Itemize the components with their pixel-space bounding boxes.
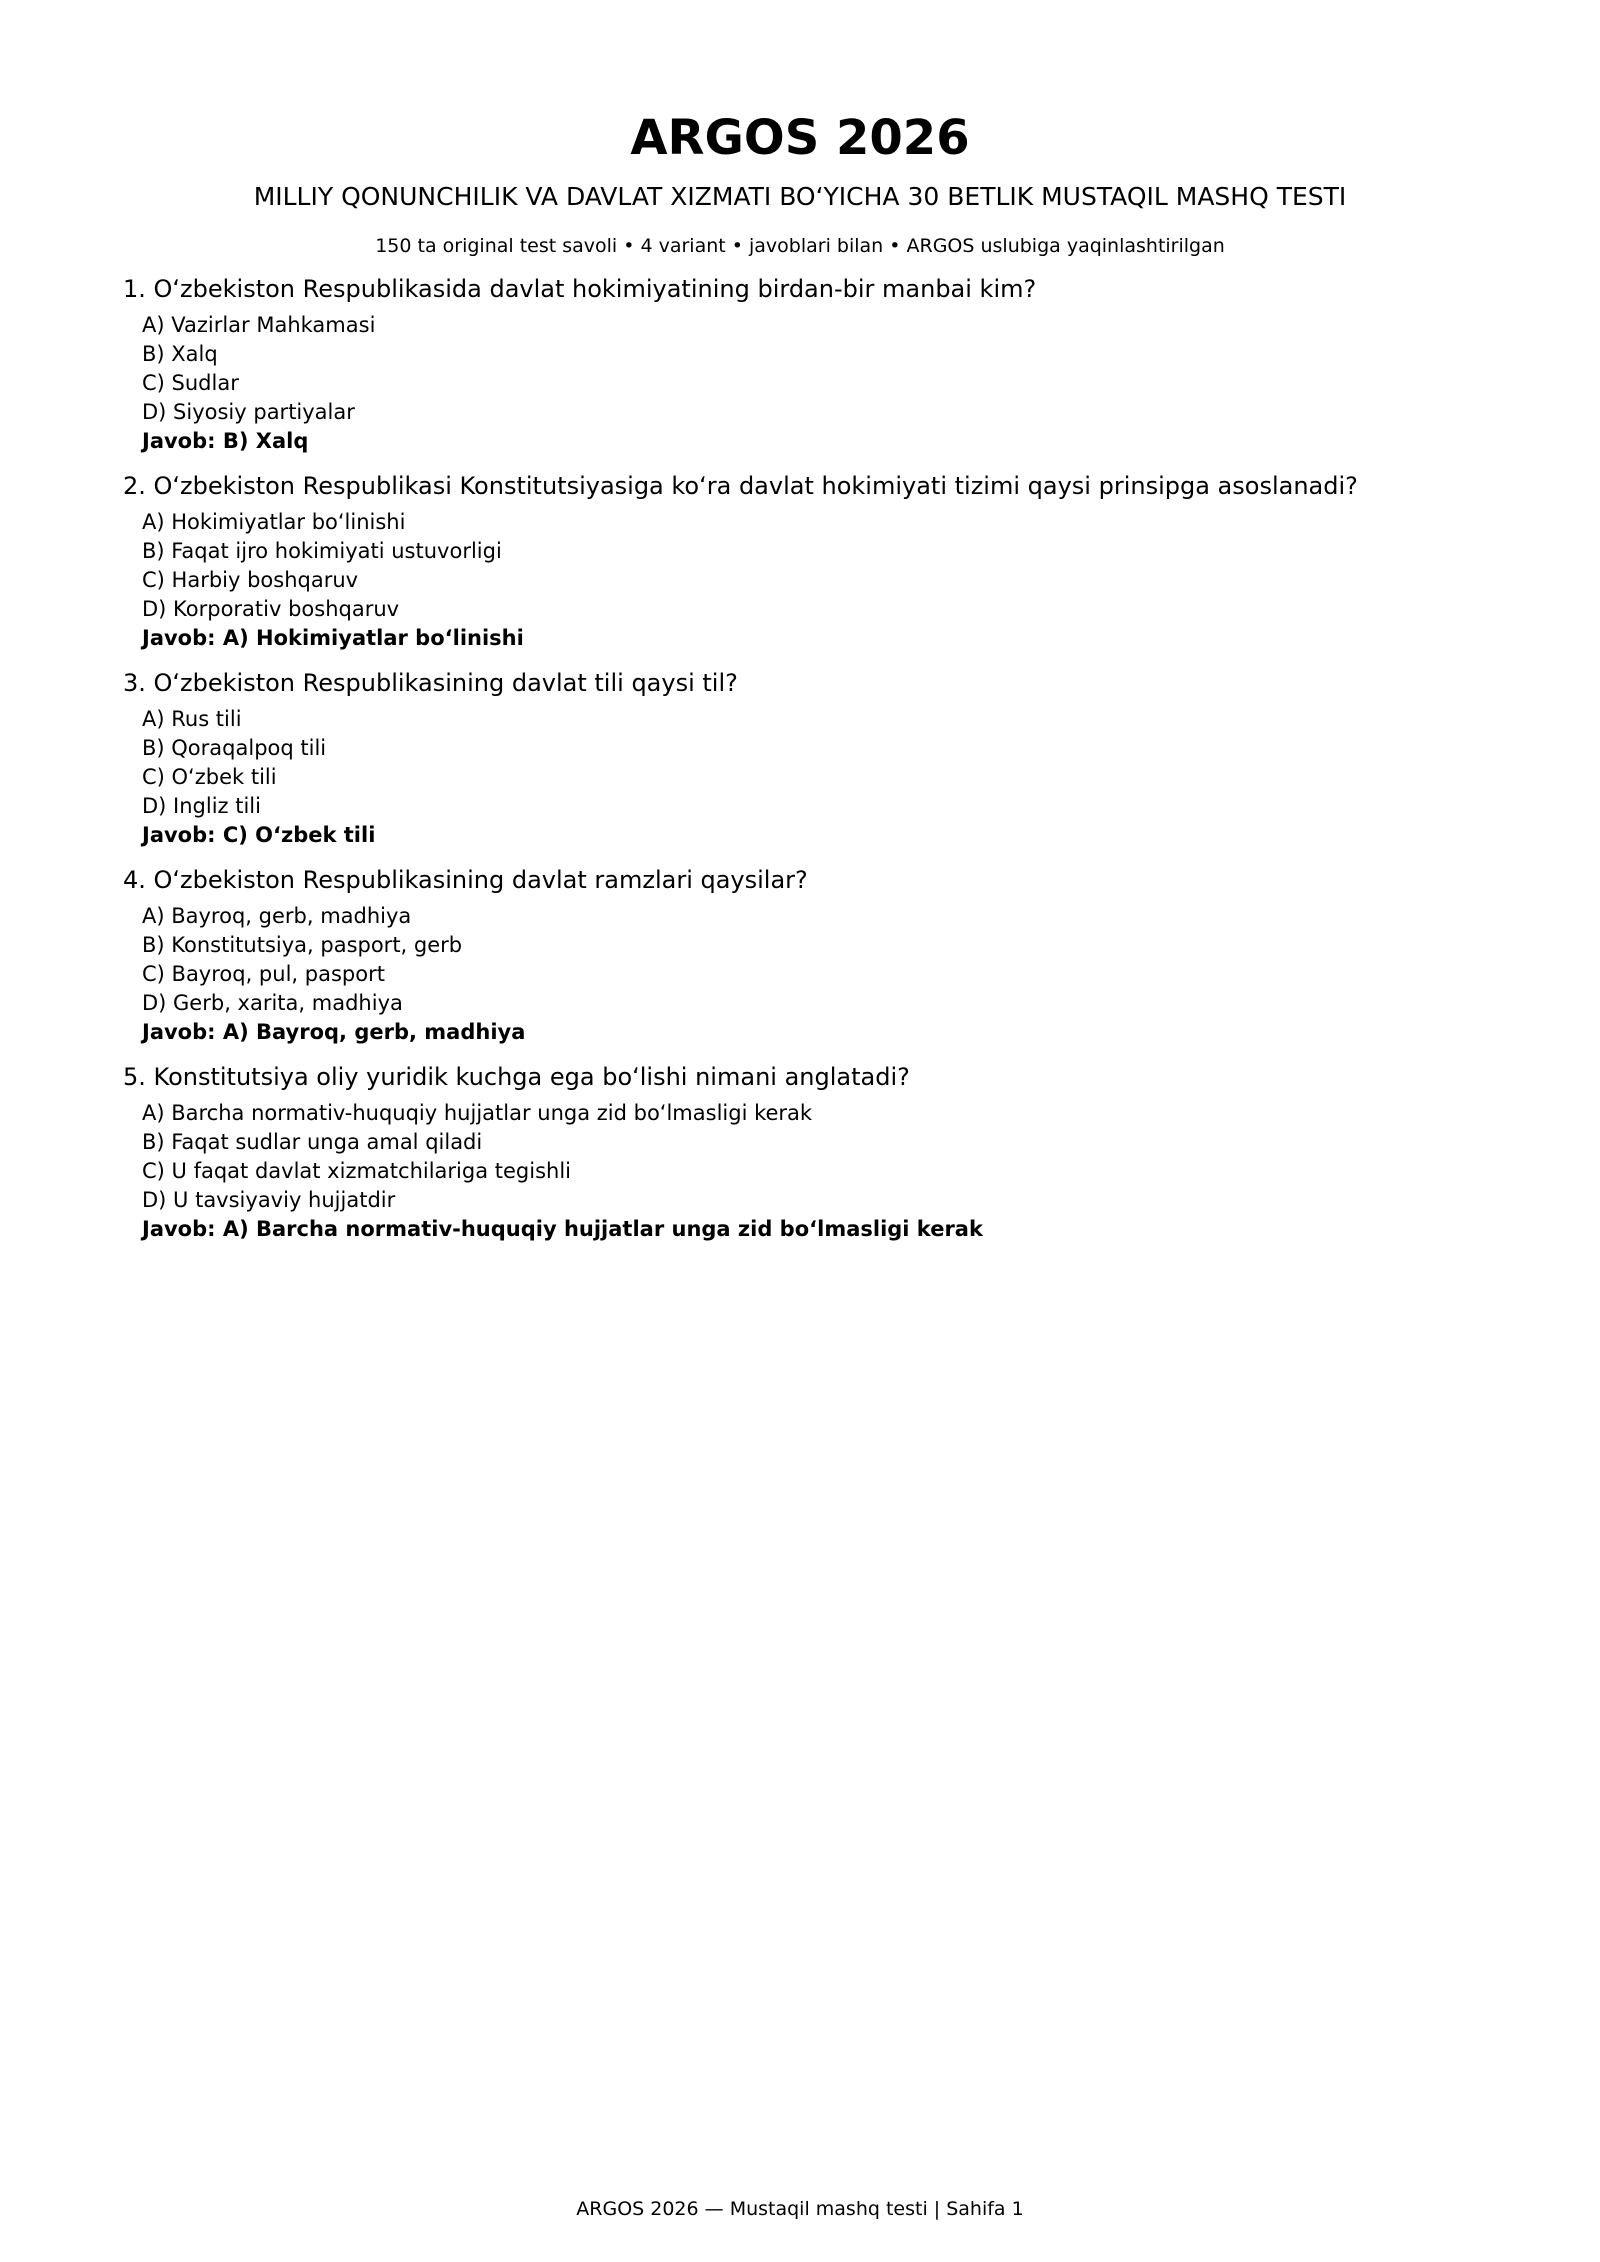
question-list xyxy=(123,273,1483,1258)
option-c: C) Oʻzbek tili xyxy=(142,765,277,789)
question-1 xyxy=(123,273,1483,456)
option-c: C) Sudlar xyxy=(142,371,239,395)
question-5 xyxy=(123,1061,1483,1244)
question-3 xyxy=(123,667,1483,850)
option-b: B) Faqat sudlar unga amal qiladi xyxy=(142,1130,483,1154)
page-subtitle: MILLIY QONUNCHILIK VA DAVLAT XIZMATI BOʻYICHA 30 BETLIK MUSTAQIL MASHQ TESTI xyxy=(253,182,1347,211)
question-4 xyxy=(123,864,1483,1047)
page-tagline: 150 ta original test savoli • 4 variant • javoblari bilan • ARGOS uslubiga yaqinlashtirilgan xyxy=(375,235,1225,257)
option-a: A) Rus tili xyxy=(142,707,242,731)
option-b: B) Qoraqalpoq tili xyxy=(142,736,327,760)
question-2 xyxy=(123,470,1483,653)
option-d: D) Gerb, xarita, madhiya xyxy=(142,991,403,1015)
answer: Javob: C) Oʻzbek tili xyxy=(142,823,376,847)
answer: Javob: A) Bayroq, gerb, madhiya xyxy=(142,1020,526,1044)
option-d: D) U tavsiyaviy hujjatdir xyxy=(142,1188,396,1212)
question-text: 1. Oʻzbekiston Respublikasida davlat hokimiyatining birdan-bir manbai kim? xyxy=(123,275,1037,303)
option-c: C) Harbiy boshqaruv xyxy=(142,568,359,592)
answer: Javob: A) Hokimiyatlar boʻlinishi xyxy=(142,626,524,650)
option-a: A) Bayroq, gerb, madhiya xyxy=(142,904,412,928)
option-d: D) Siyosiy partiyalar xyxy=(142,400,355,424)
page-title: ARGOS 2026 xyxy=(630,110,970,166)
answer: Javob: B) Xalq xyxy=(142,429,309,453)
option-a: A) Barcha normativ-huquqiy hujjatlar unga zid boʻlmasligi kerak xyxy=(142,1101,813,1125)
option-b: B) Konstitutsiya, pasport, gerb xyxy=(142,933,463,957)
question-text: 4. Oʻzbekiston Respublikasining davlat ramzlari qaysilar? xyxy=(123,866,808,894)
option-d: D) Korporativ boshqaruv xyxy=(142,597,400,621)
option-c: C) Bayroq, pul, pasport xyxy=(142,962,385,986)
answer: Javob: A) Barcha normativ-huquqiy hujjatlar unga zid boʻlmasligi kerak xyxy=(142,1217,983,1241)
option-b: B) Xalq xyxy=(142,342,218,366)
question-text: 2. Oʻzbekiston Respublikasi Konstitutsiyasiga koʻra davlat hokimiyati tizimi qaysi prinsipga asoslanadi? xyxy=(123,472,1358,500)
question-text: 3. Oʻzbekiston Respublikasining davlat tili qaysi til? xyxy=(123,669,738,697)
option-a: A) Vazirlar Mahkamasi xyxy=(142,313,376,337)
option-a: A) Hokimiyatlar boʻlinishi xyxy=(142,510,406,534)
option-b: B) Faqat ijro hokimiyati ustuvorligi xyxy=(142,539,502,563)
option-d: D) Ingliz tili xyxy=(142,794,261,818)
question-text: 5. Konstitutsiya oliy yuridik kuchga ega boʻlishi nimani anglatadi? xyxy=(123,1063,910,1091)
page-footer: ARGOS 2026 — Mustaqil mashq testi | Sahifa 1 xyxy=(576,2198,1024,2220)
option-c: C) U faqat davlat xizmatchilariga tegishli xyxy=(142,1159,572,1183)
